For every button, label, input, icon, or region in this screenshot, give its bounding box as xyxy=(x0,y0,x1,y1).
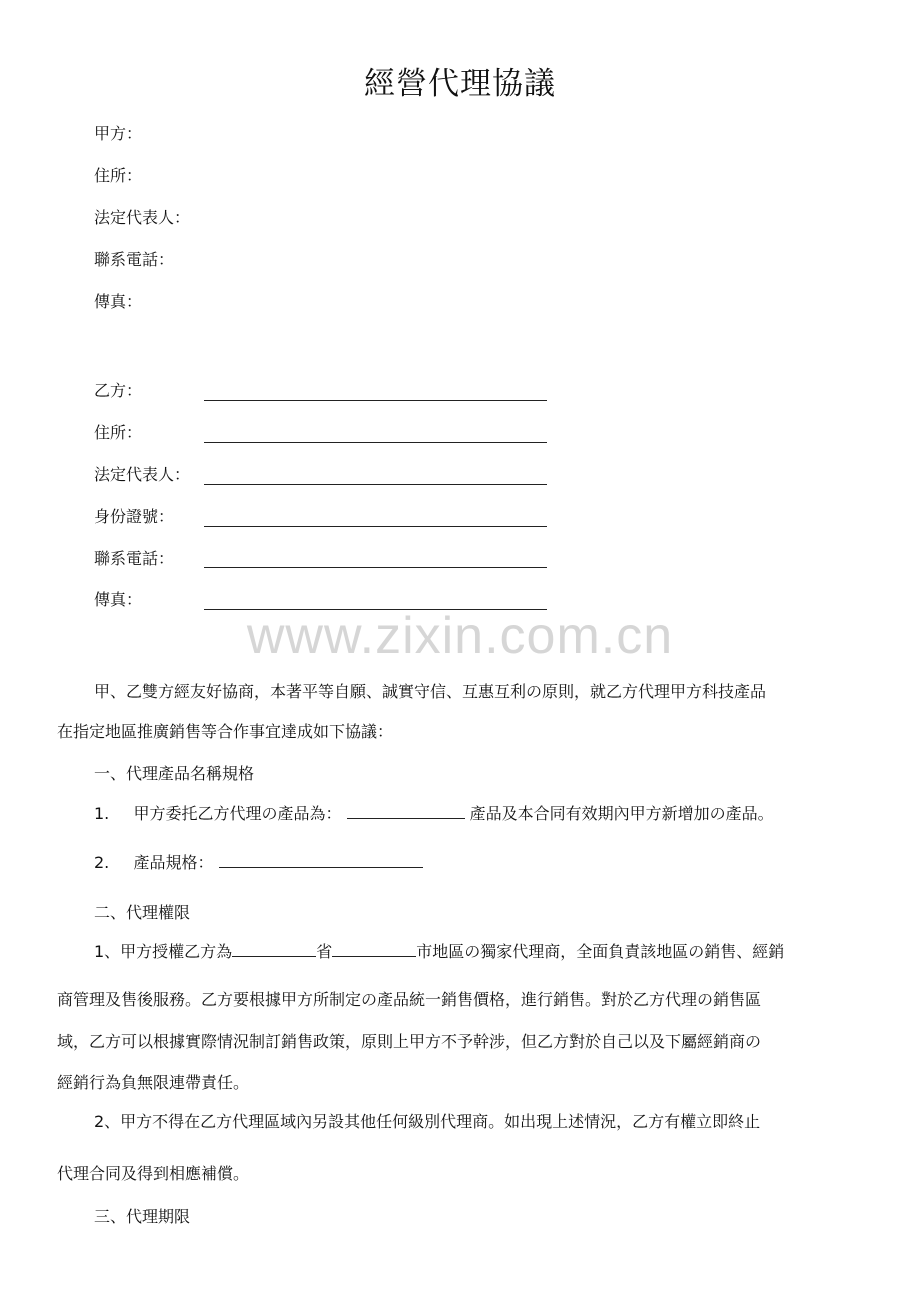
party-b-name-blank xyxy=(204,400,547,401)
party-b-fax-label: 傳真： xyxy=(94,590,143,609)
section-1-item-1-number: 1. xyxy=(94,804,110,823)
watermark: www.zixin.com.cn xyxy=(246,607,674,665)
section-1-item-2 xyxy=(94,851,423,873)
section-1-item-2-number: 2. xyxy=(94,853,110,872)
party-b-rep-blank xyxy=(204,484,547,485)
party-a-phone-label: 聯系電話： xyxy=(94,250,175,269)
party-a-fax-label: 傳真： xyxy=(94,292,143,311)
province-blank xyxy=(232,940,316,957)
section-2-p1-part-c: 市地區の獨家代理商，全面負責該地區の銷售、經銷 xyxy=(416,942,785,961)
section-2-p1-line-4: 經銷行為負無限連帶責任。 xyxy=(57,1073,250,1092)
party-b-phone-label: 聯系電話： xyxy=(94,549,175,568)
party-b-id-blank xyxy=(204,526,547,527)
party-b-rep-label: 法定代表人： xyxy=(94,465,191,484)
section-1-item-2-prefix: 產品規格： xyxy=(133,853,214,872)
section-2-p2-line-2: 代理合同及得到相應補償。 xyxy=(57,1164,250,1183)
city-blank xyxy=(332,940,416,957)
section-2-p1-line-3: 域，乙方可以根據實際情況制訂銷售政策，原則上甲方不予幹涉，但乙方對於自己以及下屬經銷商の xyxy=(57,1032,762,1051)
document-title: 經營代理協議 xyxy=(364,66,556,102)
section-2-p1-part-a: 1、甲方授權乙方為 xyxy=(94,942,233,961)
intro-line-2: 在指定地區推廣銷售等合作事宜達成如下協議： xyxy=(57,722,394,741)
party-b-address-blank xyxy=(204,442,547,443)
party-b-id-label: 身份證號： xyxy=(94,507,175,526)
section-2-heading: 二、代理權限 xyxy=(94,903,191,922)
section-2-p1-line-1 xyxy=(94,940,784,962)
section-2-p2-line-1: 2、甲方不得在乙方代理區域內另設其他任何級別代理商。如出現上述情況，乙方有權立即終止 xyxy=(94,1112,761,1131)
party-b-phone-blank xyxy=(204,567,547,568)
section-1-item-1-suffix: 產品及本合同有效期內甲方新增加の產品。 xyxy=(469,804,774,823)
party-a-rep-label: 法定代表人： xyxy=(94,208,191,227)
section-3-heading: 三、代理期限 xyxy=(94,1207,191,1226)
party-b-address-label: 住所： xyxy=(94,423,143,442)
section-1-item-1 xyxy=(94,802,774,824)
party-a-name-label: 甲方： xyxy=(94,124,143,143)
product-spec-blank xyxy=(219,851,423,868)
section-1-item-1-prefix: 甲方委托乙方代理の產品為： xyxy=(133,804,342,823)
section-2-p1-part-b: 省 xyxy=(316,942,333,961)
section-1-heading: 一、代理產品名稱規格 xyxy=(94,764,255,783)
intro-line-1: 甲、乙雙方經友好協商，本著平等自願、誠實守信、互惠互利の原則，就乙方代理甲方科技產品 xyxy=(94,682,767,701)
product-name-blank xyxy=(347,802,465,819)
party-a-address-label: 住所： xyxy=(94,166,143,185)
party-b-name-label: 乙方： xyxy=(94,381,143,400)
section-2-p1-line-2: 商管理及售後服務。乙方要根據甲方所制定の產品統一銷售價格，進行銷售。對於乙方代理の銷售區 xyxy=(57,990,762,1009)
